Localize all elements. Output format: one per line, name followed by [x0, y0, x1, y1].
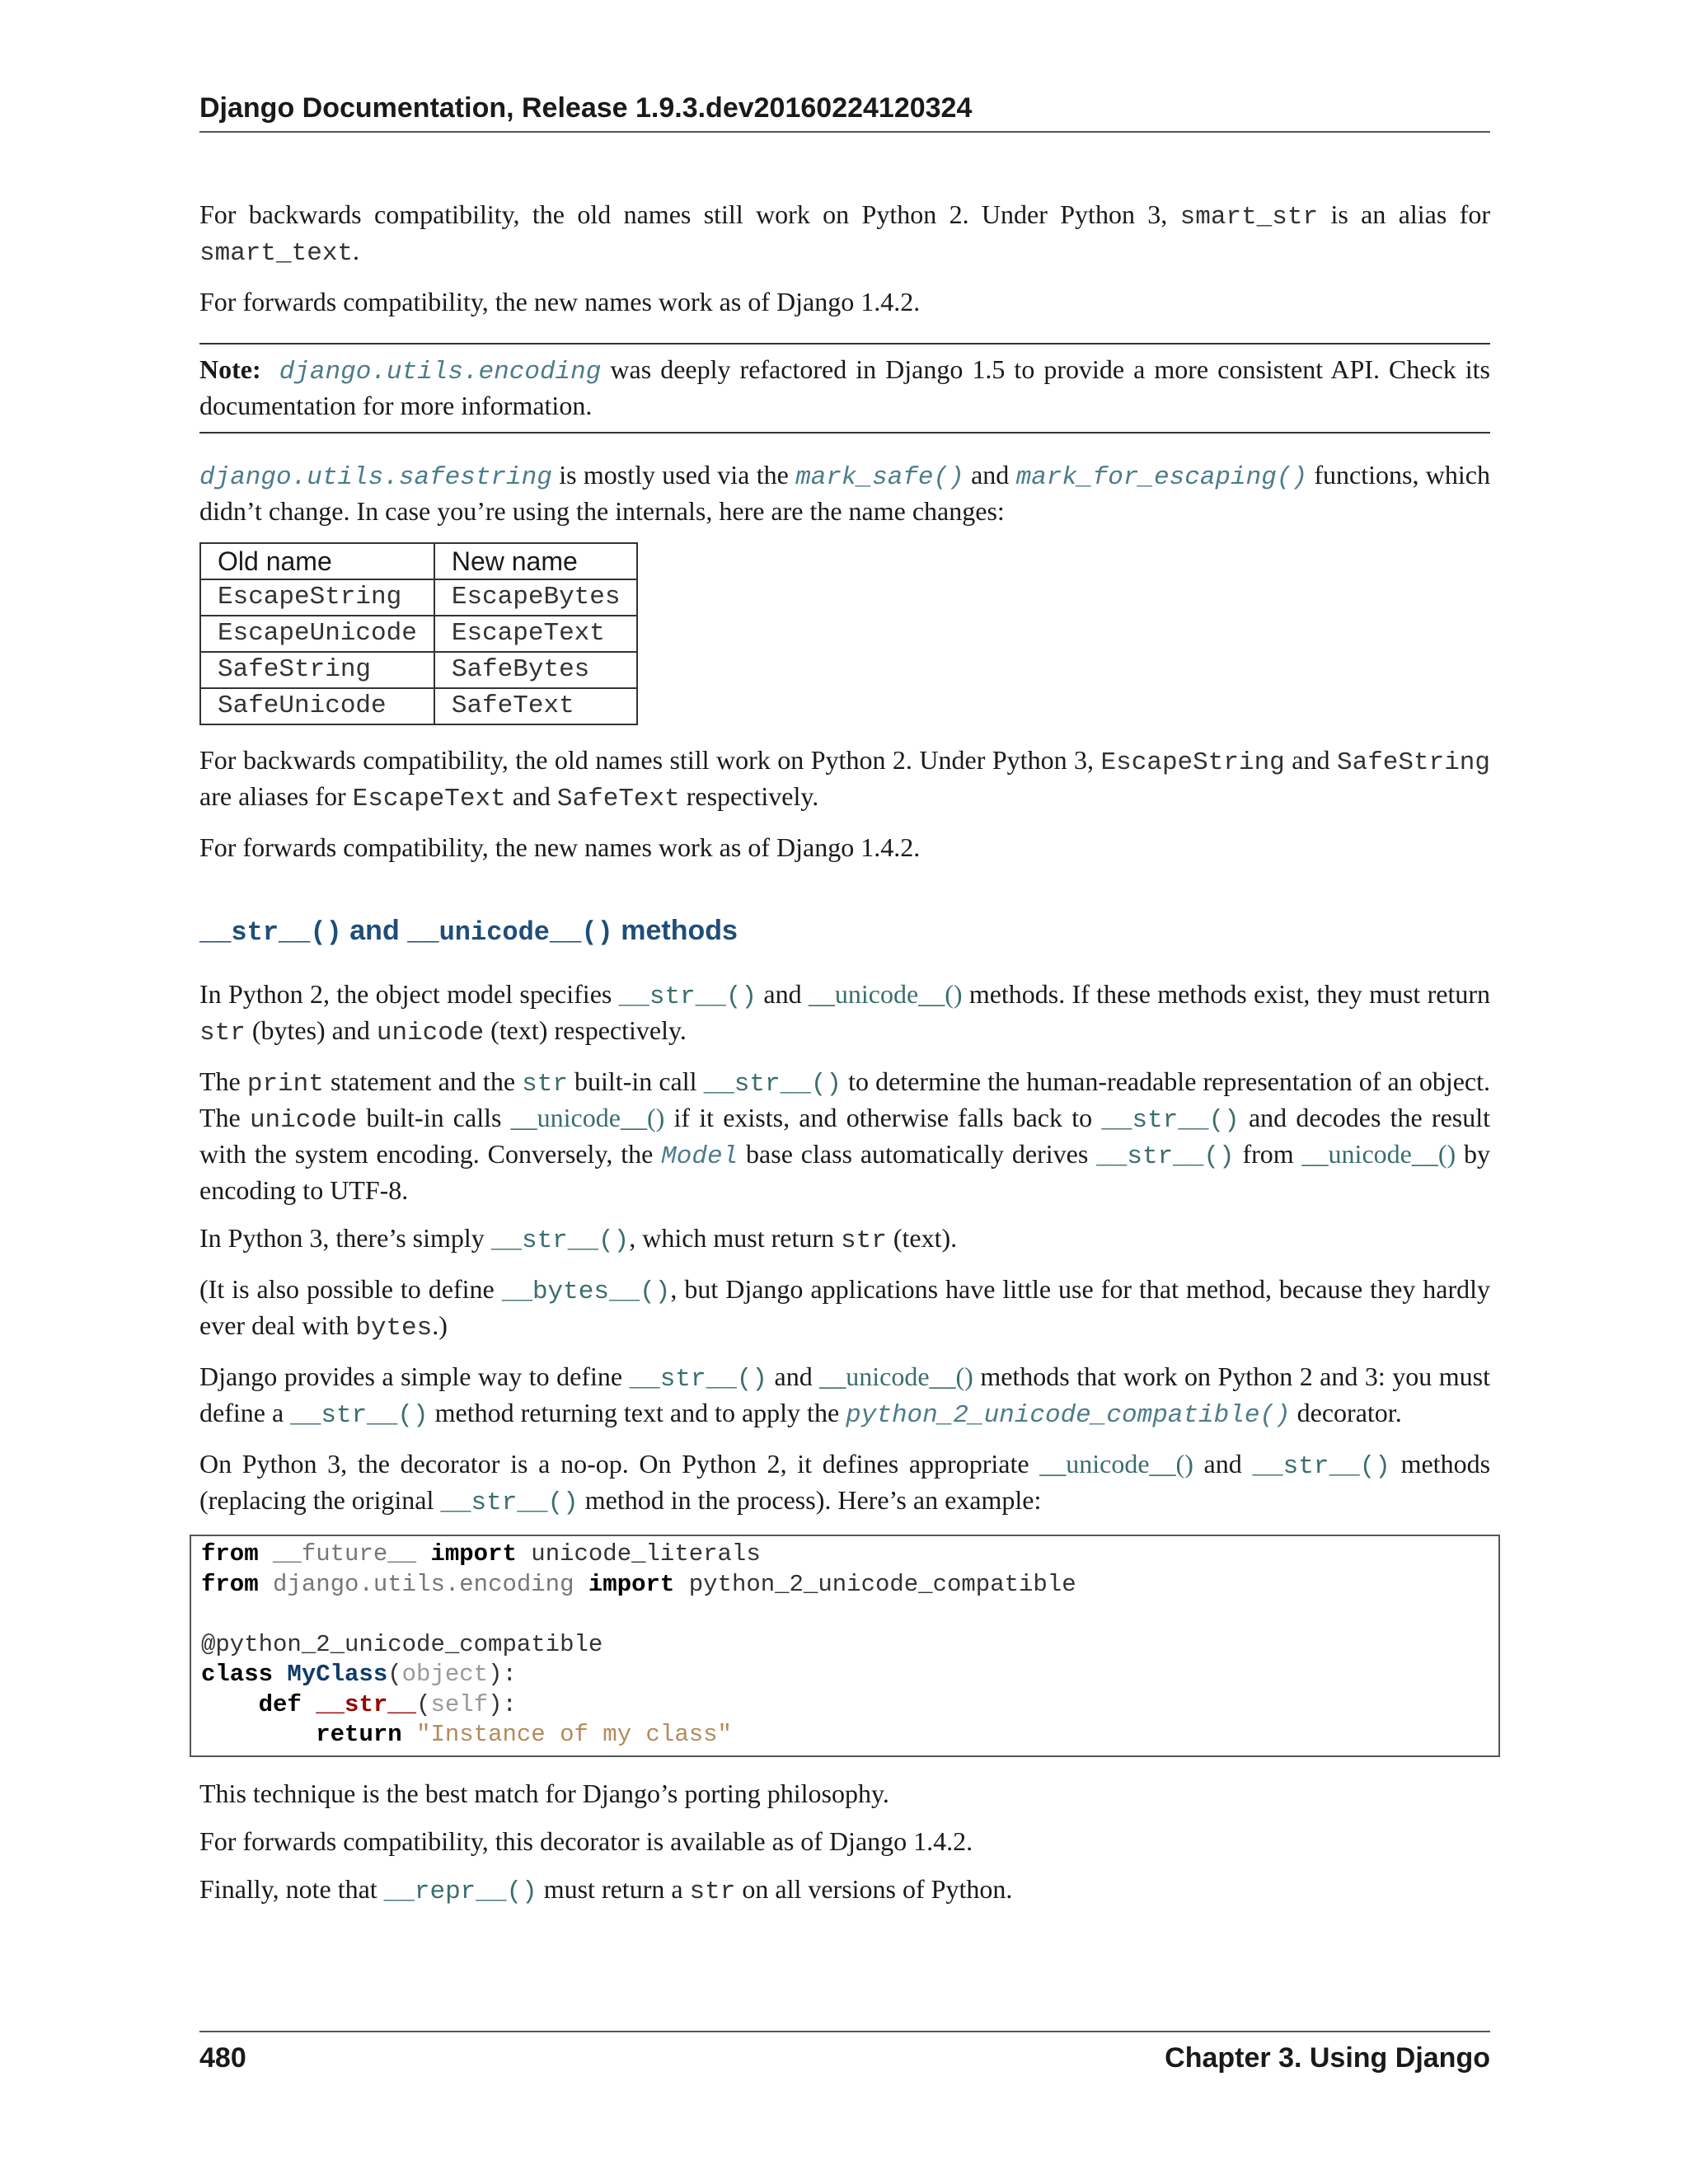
link-django-utils-encoding[interactable]: django.utils.encoding: [279, 358, 602, 387]
link-model[interactable]: Model: [661, 1142, 738, 1171]
table-cell: SafeUnicode: [200, 688, 434, 724]
link-str[interactable]: __str__(): [490, 1226, 630, 1255]
paragraph-repr: Finally, note that __repr__() must return a str on all versions of Python.: [199, 1873, 1013, 1906]
link-str[interactable]: __str__(): [1252, 1452, 1390, 1481]
link-unicode[interactable]: __unicode__(): [819, 1361, 973, 1391]
link-repr[interactable]: __repr__(): [383, 1877, 537, 1906]
table-row: [200, 616, 637, 652]
paragraph-decorator-noop: On Python 3, the decorator is a no-op. On Python 2, it defines appropriate __unicode__() and __str__() methods (replacing the original __str__() method in the process). Here’s an example:: [199, 1449, 1491, 1517]
table-cell: EscapeBytes: [434, 579, 638, 616]
table-cell: EscapeString: [200, 579, 434, 616]
table-header-cell: New name: [434, 543, 638, 579]
table-cell: SafeText: [434, 688, 638, 724]
link-str[interactable]: __str__(): [290, 1401, 429, 1430]
paragraph-backwards-compat-escape: For backwards compatibility, the old names still work on Python 2. Under Python 3, EscapeString and SafeString are aliases for EscapeText and SafeText respectively.: [199, 745, 1491, 813]
link-mark-for-escaping[interactable]: mark_for_escaping(): [1015, 463, 1308, 492]
link-str[interactable]: __str__(): [629, 1365, 768, 1394]
table-cell: EscapeText: [434, 616, 638, 652]
link-str[interactable]: __str__(): [618, 982, 757, 1011]
link-str[interactable]: __str__(): [703, 1070, 842, 1099]
running-footer: [199, 2031, 1490, 2082]
chapter-title: Chapter 3. Using Django: [1165, 2042, 1490, 2074]
page-number: 480: [199, 2042, 246, 2074]
link-str[interactable]: __str__(): [1101, 1106, 1240, 1135]
name-changes-table: [199, 542, 638, 725]
note-label: Note:: [199, 354, 261, 384]
paragraph-django-provides: Django provides a simple way to define __str__() and __unicode__() methods that work on Python 2 and 3: you must define a __str__() method returning text and to apply the python_2_unicode_compatible() decorator.: [199, 1361, 1491, 1430]
code-smart-text: smart_text: [199, 239, 354, 268]
table-cell: EscapeUnicode: [200, 616, 434, 652]
link-unicode[interactable]: __unicode__(): [510, 1103, 665, 1132]
link-str[interactable]: __str__(): [440, 1488, 579, 1517]
page-content: [199, 198, 1490, 1924]
paragraph-safestring: django.utils.safestring is mostly used via the mark_safe() and mark_for_escaping() functions, which didn’t change. In case you’re using the internals, here are the name changes:: [199, 460, 1490, 526]
paragraph-backwards-compat-smart-str: For backwards compatibility, the old names still work on Python 2. Under Python 3, smart_str is an alias for smart_text.: [199, 199, 1491, 268]
table-header-cell: Old name: [200, 543, 434, 579]
paragraph-bytes: (It is also possible to define __bytes__(), but Django applications have little use for that method, because they hardly ever deal with bytes.): [199, 1274, 1491, 1343]
link-str-builtin[interactable]: str: [522, 1070, 568, 1099]
link-mark-safe[interactable]: mark_safe(): [795, 463, 964, 492]
note-box: Note: django.utils.encoding was deeply refactored in Django 1.5 to provide a more consistent API. Check its documentation for more information.: [199, 343, 1490, 434]
link-unicode[interactable]: __unicode__(): [1301, 1139, 1456, 1169]
paragraph-object-model: In Python 2, the object model specifies __str__() and __unicode__() methods. If these methods exist, they must return str (bytes) and unicode (text) respectively.: [199, 979, 1491, 1047]
table-row: [200, 688, 637, 724]
paragraph-forwards-compat: For forwards compatibility, the new names work as of Django 1.4.2.: [199, 287, 921, 316]
paragraph-print-statement: The print statement and the str built-in call __str__() to determine the human-readable representation of an object. The unicode built-in calls __unicode__() if it exists, and otherwise falls back to __str__() and decodes the result with the system encoding. Conversely, the Model base class automatically derives __str__() from __unicode__() by encoding to UTF-8.: [199, 1066, 1491, 1205]
table-cell: SafeString: [200, 652, 434, 688]
link-unicode[interactable]: __unicode__(): [808, 979, 963, 1009]
section-heading: __str__() and __unicode__() methods: [199, 915, 738, 948]
paragraph-python3: In Python 3, there’s simply __str__(), which must return str (text).: [199, 1223, 958, 1255]
link-str[interactable]: __str__(): [1096, 1142, 1235, 1171]
table-row: [200, 652, 637, 688]
link-bytes[interactable]: __bytes__(): [501, 1277, 671, 1306]
link-django-utils-safestring[interactable]: django.utils.safestring: [199, 463, 552, 492]
paragraph-technique: This technique is the best match for Django’s porting philosophy.: [199, 1778, 889, 1808]
paragraph-decorator-available: For forwards compatibility, this decorator is available as of Django 1.4.2.: [199, 1825, 973, 1856]
code-smart-str: smart_str: [1179, 203, 1319, 232]
link-python-2-unicode-compatible[interactable]: python_2_unicode_compatible(): [846, 1401, 1291, 1430]
table-row: [200, 579, 637, 616]
table-cell: SafeBytes: [434, 652, 638, 688]
code-example: from __future__ import unicode_literals from django.utils.encoding import python_2_unicode_compatible @python_2_unicode_compatible class MyClass(object): def __str__(self): return "Instance of my class": [190, 1535, 1500, 1757]
paragraph-forwards-compat-2: For forwards compatibility, the new names work as of Django 1.4.2.: [199, 832, 921, 862]
table-header-row: [200, 543, 637, 579]
running-header: Django Documentation, Release 1.9.3.dev20160224120324: [199, 92, 1490, 133]
link-unicode[interactable]: __unicode__(): [1039, 1449, 1193, 1479]
